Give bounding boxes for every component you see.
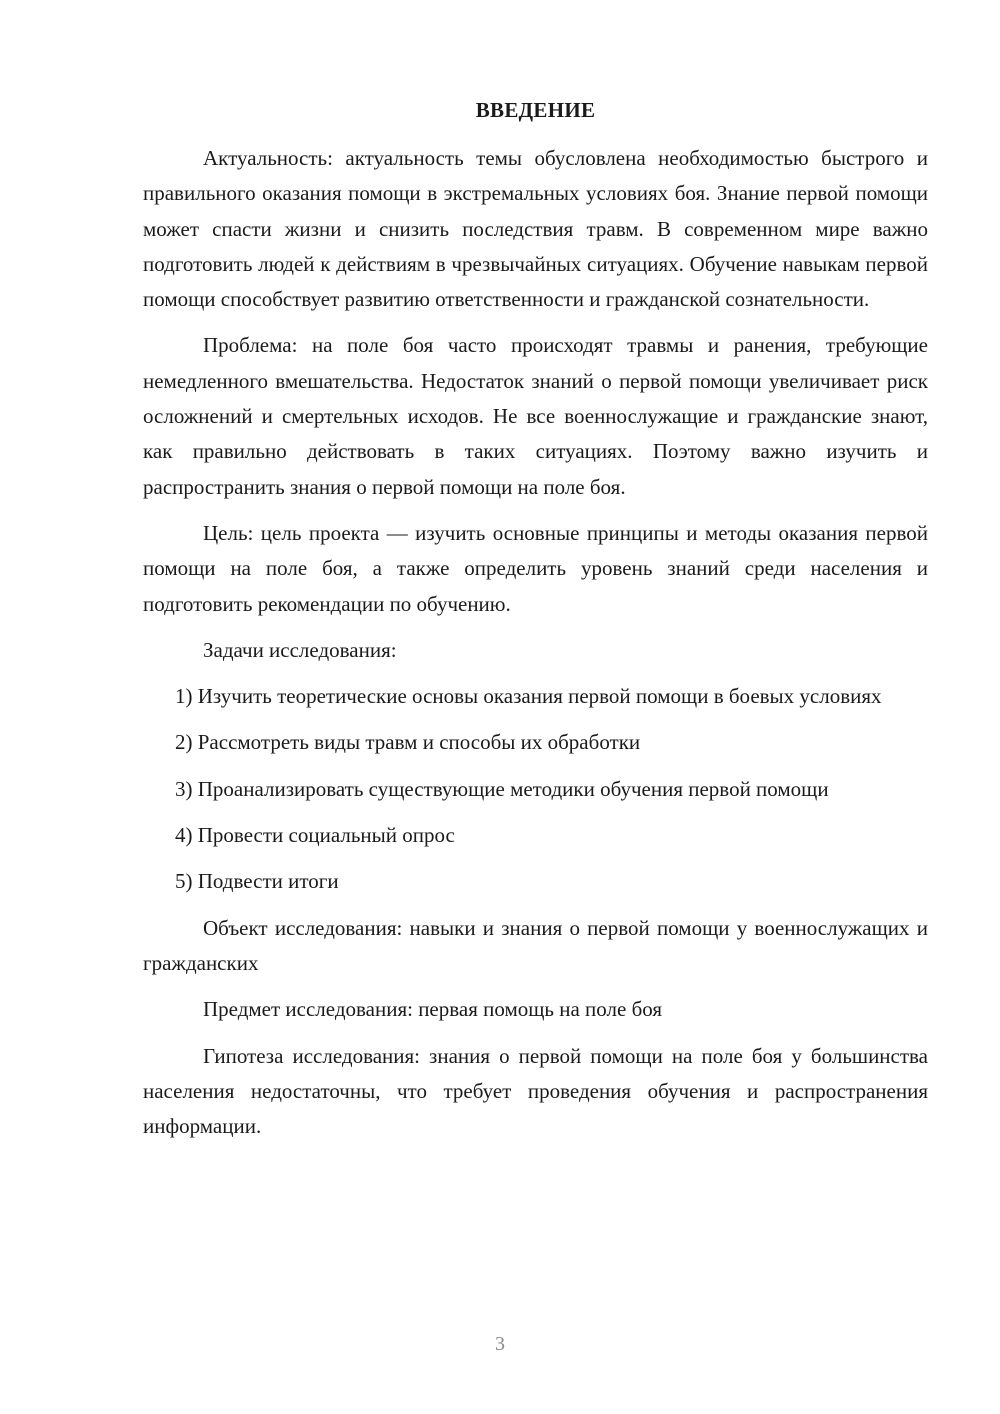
task-item-3: 3) Проанализировать существующие методики обучения первой помощи: [175, 776, 829, 801]
problem-paragraph: Проблема: на поле боя часто происходят травмы и ранения, требующие немедленного вмешательства. Недостаток знаний о первой помощи увеличивает риск осложнений и смертельных исходов. Не все военнослужащие и гражданские знают, как правильно действовать в таких ситуациях. Поэтому важно изучить и распространить знания о первой помощи на поле боя.: [143, 333, 928, 499]
section-title: ВВЕДЕНИЕ: [475, 98, 596, 122]
subject-paragraph: Предмет исследования: первая помощь на поле боя: [203, 997, 663, 1022]
goal-paragraph: Цель: цель проекта — изучить основные принципы и методы оказания первой помощи на поле боя, а также определить уровень знаний среди населения и подготовить рекомендации по обучению.: [143, 520, 928, 616]
task-item-4: 4) Провести социальный опрос: [175, 823, 455, 848]
hypothesis-paragraph: Гипотеза исследования: знания о первой помощи на поле боя у большинства населения недостаточны, что требует проведения обучения и распространения информации.: [143, 1043, 928, 1139]
tasks-heading: Задачи исследования:: [203, 637, 397, 662]
task-item-1: 1) Изучить теоретические основы оказания первой помощи в боевых условиях: [175, 684, 882, 709]
task-item-5: 5) Подвести итоги: [175, 869, 339, 894]
document-page: [143, 94, 928, 1155]
relevance-paragraph: Актуальность: актуальность темы обусловлена необходимостью быстрого и правильного оказания помощи в экстремальных условиях боя. Знание первой помощи может спасти жизни и снизить последствия травм. В современном мире важно подготовить людей к действиям в чрезвычайных ситуациях. Обучение навыкам первой помощи способствует развитию ответственности и гражданской сознательности.: [143, 146, 928, 312]
object-paragraph: Объект исследования: навыки и знания о первой помощи у военнослужащих и гражданских: [143, 915, 928, 975]
page-number: 3: [495, 1333, 505, 1355]
task-item-2: 2) Рассмотреть виды травм и способы их обработки: [175, 730, 641, 755]
